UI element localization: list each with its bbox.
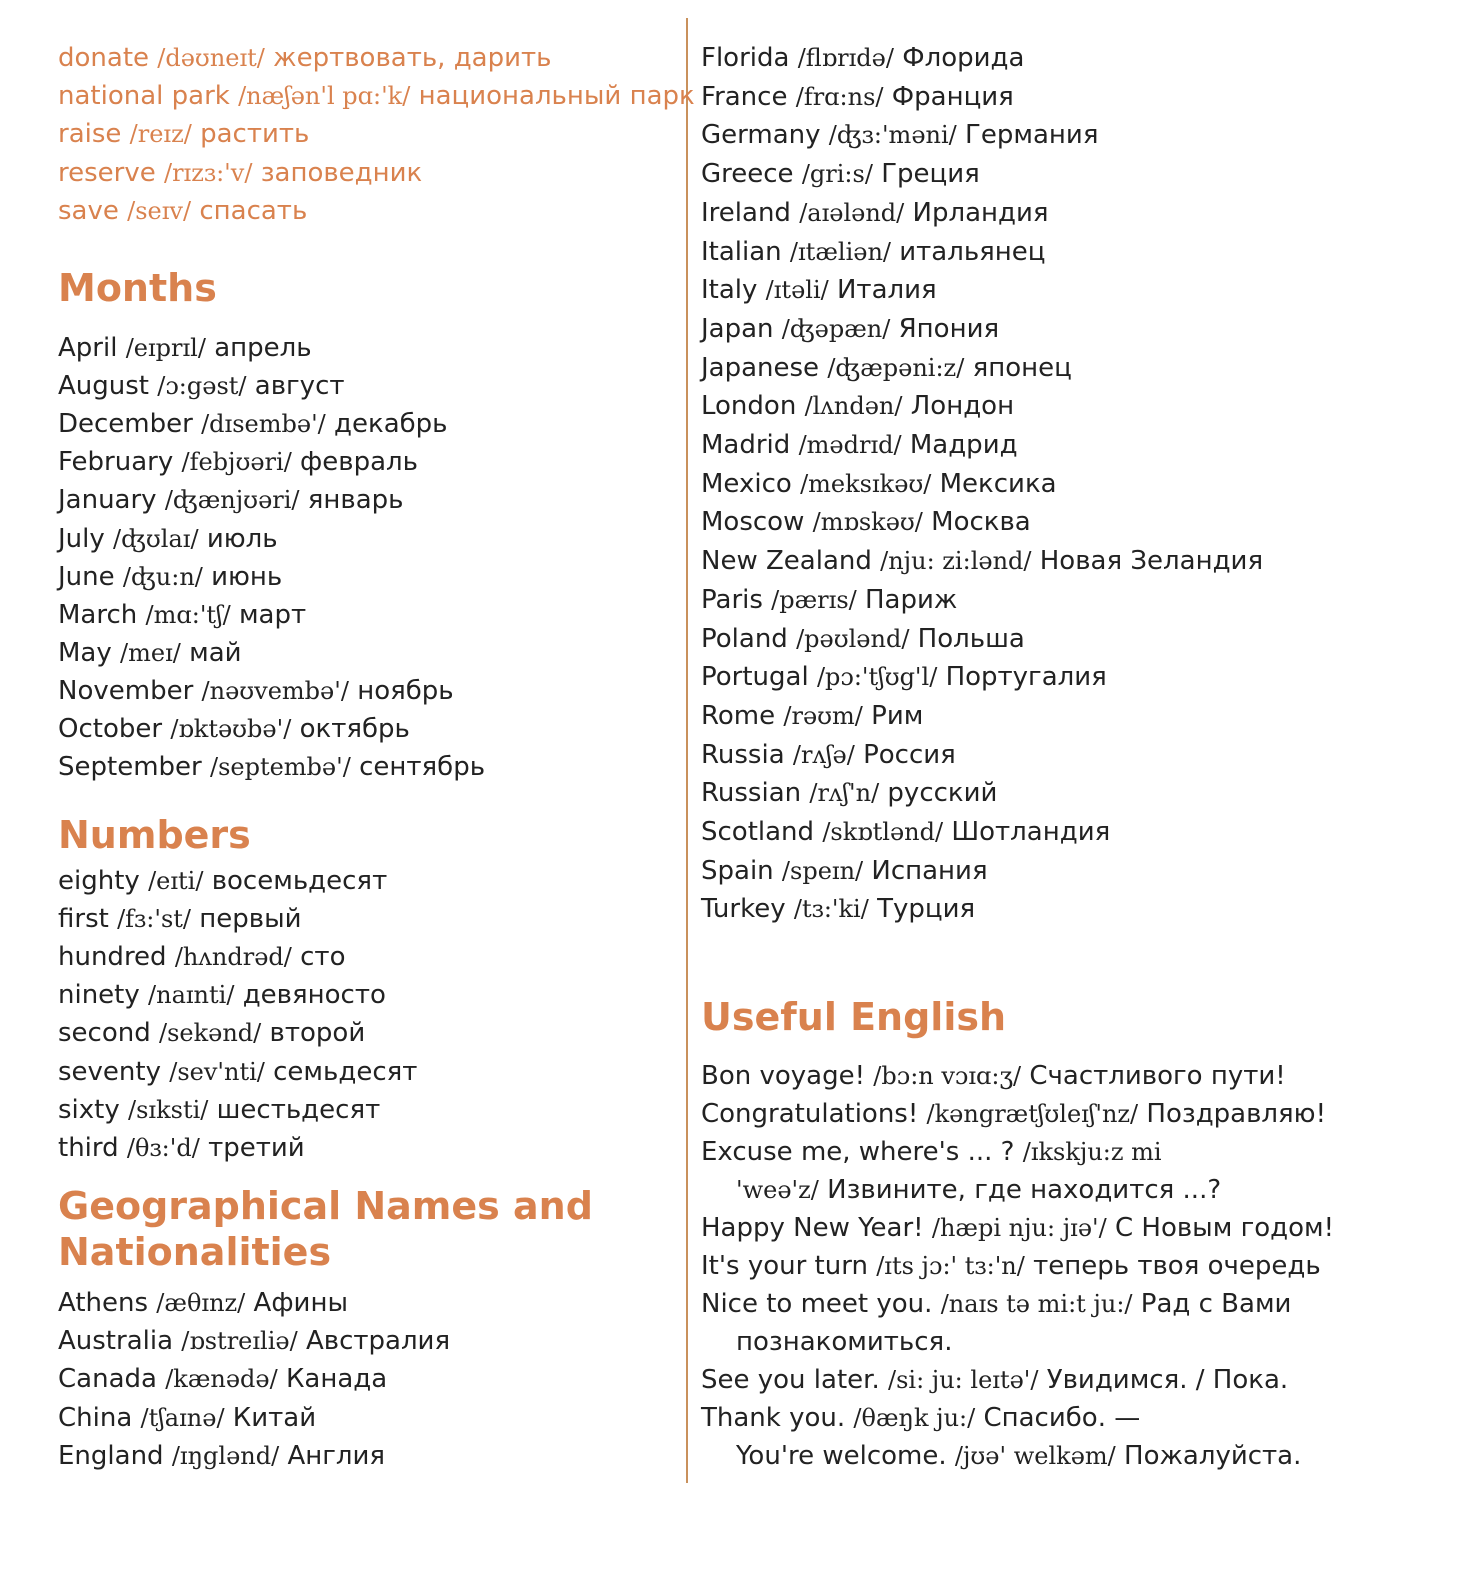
vocab-entry [58,1285,348,1321]
vocab-transcription: /septembə'/ [209,753,351,782]
vocab-entry [701,543,1263,579]
vocab-transcription: /rʌʃ'n/ [809,779,880,808]
vocab-translation: сто [300,942,346,973]
vocab-word: second [58,1018,151,1049]
months-heading: Months [58,266,217,310]
vocab-word: Thank you. [701,1403,846,1433]
vocab-entry [701,272,937,308]
vocab-word: Portugal [701,662,809,693]
vocab-transcription: /ɒktəʊbə'/ [170,715,292,743]
vocab-transcription: /frɑ:ns/ [795,82,884,111]
vocab-entry [701,466,1057,502]
vocab-transcription: /ɪtæliən/ [789,237,891,266]
vocab-translation: Ирландия [912,197,1049,228]
vocab-transcription: /ʤu:n/ [122,562,203,591]
vocab-word: February [58,447,174,478]
vocab-translation: жертвовать, дарить [273,43,552,73]
vocab-entry [701,79,1014,115]
vocab-translation: Рад с Вами [1140,1289,1292,1319]
vocab-entry [58,1092,380,1128]
vocab-entry [701,1210,1334,1246]
vocab-transcription: /reɪz/ [129,120,192,149]
vocab-entry [701,1400,1140,1436]
vocab-entry [58,40,552,76]
vocab-entry [736,1172,1221,1208]
vocab-entry [58,1323,450,1359]
vocab-translation: январь [307,485,404,516]
vocab-word: Russian [701,778,802,809]
vocab-translation: Италия [836,275,937,306]
vocab-transcription: /kəngrætʃʊleɪʃ'nz/ [926,1100,1139,1128]
vocab-entry [58,977,386,1013]
vocab-word: Germany [701,120,821,151]
vocab-translation: февраль [300,447,418,478]
vocab-transcription: /aɪələnd/ [799,198,905,227]
vocab-transcription: /jʊə' welkəm/ [954,1442,1116,1470]
vocab-entry [58,1438,385,1474]
vocab-entry [701,1096,1326,1132]
vocab-translation: теперь твоя очередь [1033,1251,1321,1281]
vocab-entry [701,659,1107,695]
vocab-translation: Германия [965,120,1099,151]
vocab-word: November [58,675,194,706]
vocab-transcription: /meksɪkəʊ/ [800,469,932,498]
vocab-word: Excuse me, where's ... ? [701,1137,1015,1167]
vocab-word: hundred [58,942,167,973]
vocab-translation: познакомиться. [736,1327,953,1357]
vocab-word: Florida [701,43,790,73]
vocab-transcription: /tʃaɪnə/ [140,1403,225,1432]
vocab-transcription: /næʃən'l pɑ:'k/ [238,82,411,111]
vocab-entry [58,116,309,152]
vocab-entry [58,635,242,671]
vocab-translation: Франция [891,81,1014,112]
vocab-transcription: /nəʊvembə'/ [201,676,349,705]
column-divider [686,18,688,1483]
vocab-entry [58,939,346,975]
vocab-translation: русский [887,778,998,809]
vocab-translation: Париж [865,584,958,615]
vocab-entry [58,482,404,518]
vocab-translation: Мексика [939,468,1057,499]
vocab-word: Madrid [701,430,791,460]
vocab-transcription: /ɔ:gəst/ [157,372,247,401]
vocab-translation: декабрь [334,409,448,440]
vocab-translation: март [238,599,307,630]
vocab-entry [58,749,485,785]
vocab-entry [701,427,1018,463]
vocab-word: Italian [701,236,782,267]
vocab-transcription: /bɔ:n vɔɪɑ:ʒ/ [873,1062,1022,1090]
vocab-word: Italy [701,275,758,306]
vocab-transcription: 'weə'z/ [736,1176,819,1204]
vocab-entry [701,504,1031,540]
vocab-word: It's your turn [701,1251,868,1281]
vocab-word: Paris [701,584,763,615]
vocab-word: Moscow [701,507,805,538]
vocab-word: Athens [58,1288,149,1318]
vocab-transcription: /sekənd/ [159,1019,262,1048]
vocab-transcription: /θɜ:'d/ [126,1133,200,1162]
vocab-transcription: /hæpi nju: jɪə'/ [931,1214,1107,1242]
vocab-transcription: /mɑ:'tʃ/ [145,600,231,629]
vocab-entry [701,234,1046,270]
vocab-translation: заповедник [260,157,423,188]
vocab-word: October [58,714,163,744]
vocab-word: Poland [701,623,788,654]
vocab-entry [58,1361,387,1397]
vocab-transcription: /seɪv/ [127,196,192,225]
vocab-entry [701,156,980,192]
vocab-transcription: /θæŋk ju:/ [853,1404,976,1432]
vocab-word: eighty [58,866,140,896]
vocab-word: third [58,1132,119,1163]
vocab-word: Australia [58,1326,174,1357]
vocab-translation: ноябрь [357,675,454,706]
vocab-entry [701,891,975,927]
vocab-transcription: /speɪn/ [781,856,864,885]
vocab-translation: С Новым годом! [1114,1213,1335,1243]
vocab-transcription: /ʤəpæn/ [781,314,891,343]
vocab-entry [58,597,306,633]
vocab-translation: семьдесят [273,1056,418,1087]
vocab-translation: сентябрь [359,752,486,783]
vocab-transcription: /eɪti/ [148,867,204,895]
vocab-word: first [58,904,109,935]
vocab-word: Bon voyage! [701,1061,866,1091]
vocab-translation: Рим [871,700,924,731]
vocab-word: raise [58,119,122,150]
vocab-word: Nice to meet you. [701,1289,933,1319]
vocab-transcription: /mɒskəʊ/ [812,508,923,537]
geo-heading-line2: Nationalities [58,1230,332,1274]
vocab-entry [701,1362,1288,1398]
vocab-word: sixty [58,1094,120,1125]
vocab-translation: Москва [931,507,1031,538]
vocab-word: Happy New Year! [701,1213,924,1243]
vocab-entry [701,1248,1321,1284]
vocab-transcription: /pəʊlənd/ [796,624,910,653]
vocab-transcription: /rʌʃə/ [792,740,855,769]
vocab-transcription: /mədrɪd/ [798,431,902,459]
vocab-entry [701,775,997,811]
vocab-transcription: /sev'nti/ [169,1057,265,1086]
vocab-translation: Испания [871,855,988,886]
vocab-translation: октябрь [299,714,410,744]
vocab-entry [701,40,1024,76]
vocab-translation: растить [200,119,310,150]
vocab-translation: Япония [898,313,1000,344]
vocab-word: Ireland [701,197,791,228]
vocab-transcription: /rɪzɜ:'v/ [164,158,253,187]
vocab-entry [58,368,345,404]
vocab-word: Japanese [701,352,820,383]
vocab-translation: Лондон [910,391,1015,422]
vocab-entry [58,863,387,899]
vocab-entry [58,193,307,229]
vocab-translation: третий [208,1132,305,1163]
vocab-word: save [58,195,119,226]
vocab-transcription: /naɪs tə mi:t ju:/ [940,1290,1133,1318]
vocab-entry [701,814,1110,850]
vocab-translation: Португалия [945,662,1107,693]
vocab-translation: японец [972,352,1072,383]
vocab-word: China [58,1402,133,1433]
vocab-word: Mexico [701,468,792,499]
vocab-word: London [701,391,797,422]
vocab-transcription: /gri:s/ [801,160,873,189]
vocab-word: Canada [58,1364,157,1395]
vocab-entry [58,444,418,480]
vocab-entry [58,711,410,747]
vocab-entry [58,78,695,114]
vocab-entry [701,1134,1162,1170]
vocab-word: June [58,561,115,592]
vocab-translation: август [254,371,345,402]
vocab-translation: Спасибо. — [983,1403,1141,1433]
vocab-transcription: /ʤʊlaɪ/ [113,524,199,553]
vocab-word: September [58,752,202,783]
vocab-transcription: /pɔ:'tʃʊg'l/ [816,663,938,692]
vocab-transcription: /si: ju: leɪtə'/ [887,1366,1039,1394]
vocab-translation: восемьдесят [211,866,388,896]
vocab-translation: Увидимся. / Пока. [1046,1365,1289,1395]
vocab-translation: Турция [877,894,976,925]
vocab-transcription: /kænədə/ [165,1365,278,1394]
vocab-entry [701,1286,1291,1322]
vocab-translation: Шотландия [951,817,1111,847]
vocab-word: Scotland [701,817,815,847]
vocab-translation: Польша [917,623,1025,654]
vocab-transcription: /sɪksti/ [128,1095,209,1124]
vocab-transcription: /flɒrɪdə/ [797,44,894,72]
vocab-translation: спасать [199,195,308,226]
vocab-entry [701,311,999,347]
vocab-transcription: /æθɪnz/ [156,1289,246,1317]
vocab-entry [58,406,448,442]
vocab-translation: Пожалуйста. [1124,1441,1302,1471]
vocab-word: December [58,409,193,440]
vocab-transcription: /ɪts jɔ:' tɜ:'n/ [876,1252,1025,1280]
vocab-translation: Канада [285,1364,388,1395]
vocab-entry [58,1400,316,1436]
vocab-translation: Россия [863,739,956,770]
vocab-entry [736,1324,952,1360]
vocab-transcription: /tɜ:'ki/ [793,895,869,924]
vocab-entry [58,155,422,191]
numbers-heading: Numbers [58,813,251,857]
vocab-translation: первый [199,904,302,935]
vocab-entry [701,582,957,618]
vocab-translation: июнь [211,561,283,592]
vocab-word: Rome [701,700,776,731]
vocab-entry [701,737,956,773]
vocab-translation: Мадрид [909,430,1018,460]
vocab-word: August [58,371,149,402]
vocab-entry [58,901,302,937]
vocab-entry [58,1130,305,1166]
vocab-translation: Новая Зеландия [1039,546,1264,577]
vocab-transcription: /ʤɜ:'məni/ [828,121,957,150]
vocab-transcription: /ʤænjʊəri/ [164,486,300,515]
vocab-entry [701,388,1014,424]
vocab-transcription: /eɪprɪl/ [125,334,206,362]
vocab-word: Japan [701,313,774,344]
useful-english-heading: Useful English [701,995,1007,1039]
vocab-word: You're welcome. [736,1441,947,1471]
vocab-word: New Zealand [701,546,872,577]
vocab-entry [58,1015,365,1051]
vocab-word: England [58,1440,164,1471]
vocab-translation: Афины [253,1288,348,1318]
vocab-translation: Счастливого пути! [1029,1061,1286,1091]
vocab-transcription: /ʤæpəni:z/ [827,353,965,382]
vocab-entry [701,621,1025,657]
vocab-word: reserve [58,157,156,188]
vocab-word: seventy [58,1056,161,1087]
vocab-word: Russia [701,739,785,770]
vocab-transcription: /ɒstreɪliə/ [181,1327,298,1356]
vocab-entry [58,1054,417,1090]
vocab-transcription: /ɪkskju:z mi [1022,1138,1162,1166]
vocab-translation: итальянец [899,236,1046,267]
vocab-word: Turkey [701,894,786,925]
vocab-translation: Поздравляю! [1146,1099,1326,1129]
vocab-transcription: /hʌndrəd/ [174,943,292,972]
vocab-transcription: /dɪsembə'/ [201,410,326,439]
vocab-word: July [58,523,105,554]
vocab-translation: второй [269,1018,366,1049]
vocab-entry [58,330,312,366]
vocab-transcription: /ɪtəli/ [765,276,829,305]
vocab-word: national park [58,81,230,112]
vocab-entry [701,1058,1286,1094]
vocab-translation: девяносто [242,980,386,1011]
vocab-translation: Китай [232,1402,317,1433]
vocab-transcription: /rəʊm/ [783,701,863,730]
vocab-entry [701,117,1098,153]
vocab-translation: шестьдесят [216,1094,381,1125]
vocab-word: April [58,333,118,363]
vocab-translation: Флорида [902,43,1025,73]
vocab-entry [58,559,282,595]
vocab-translation: май [189,637,242,668]
vocab-word: Congratulations! [701,1099,919,1129]
vocab-transcription: /dəʊneɪt/ [157,44,265,72]
vocab-word: May [58,637,112,668]
vocab-translation: Англия [287,1440,386,1471]
vocab-transcription: /lʌndən/ [804,392,903,421]
vocab-word: January [58,485,157,516]
vocab-translation: июль [206,523,278,554]
vocab-word: Greece [701,159,794,190]
vocab-word: See you later. [701,1365,880,1395]
vocab-translation: апрель [214,333,312,363]
vocab-entry [736,1438,1301,1474]
vocab-transcription: /pærɪs/ [771,585,857,614]
geo-heading-line1: Geographical Names and [58,1184,593,1228]
vocab-entry [701,350,1072,386]
vocab-translation: Австралия [305,1326,451,1357]
vocab-word: March [58,599,138,630]
vocab-transcription: /febjʊəri/ [181,448,292,477]
vocab-word: donate [58,43,150,73]
vocab-entry [58,521,278,557]
vocab-translation: национальный парк [418,81,695,112]
vocab-transcription: /ɪŋglənd/ [171,1441,280,1470]
vocab-word: Spain [701,855,774,886]
vocab-entry [701,698,923,734]
vocab-entry [701,195,1049,231]
vocab-transcription: /skɒtlənd/ [822,818,944,846]
vocab-translation: Греция [881,159,980,190]
vocab-entry [58,673,454,709]
vocab-transcription: /fɜ:'st/ [117,905,191,934]
vocab-word: France [701,81,788,112]
vocab-transcription: /nju: zi:lənd/ [880,547,1032,576]
vocab-word: ninety [58,980,140,1011]
vocab-translation: Извините, где находится ...? [827,1175,1222,1205]
vocab-transcription: /meɪ/ [120,638,181,667]
vocab-entry [701,853,988,889]
vocab-transcription: /naɪnti/ [148,981,235,1010]
